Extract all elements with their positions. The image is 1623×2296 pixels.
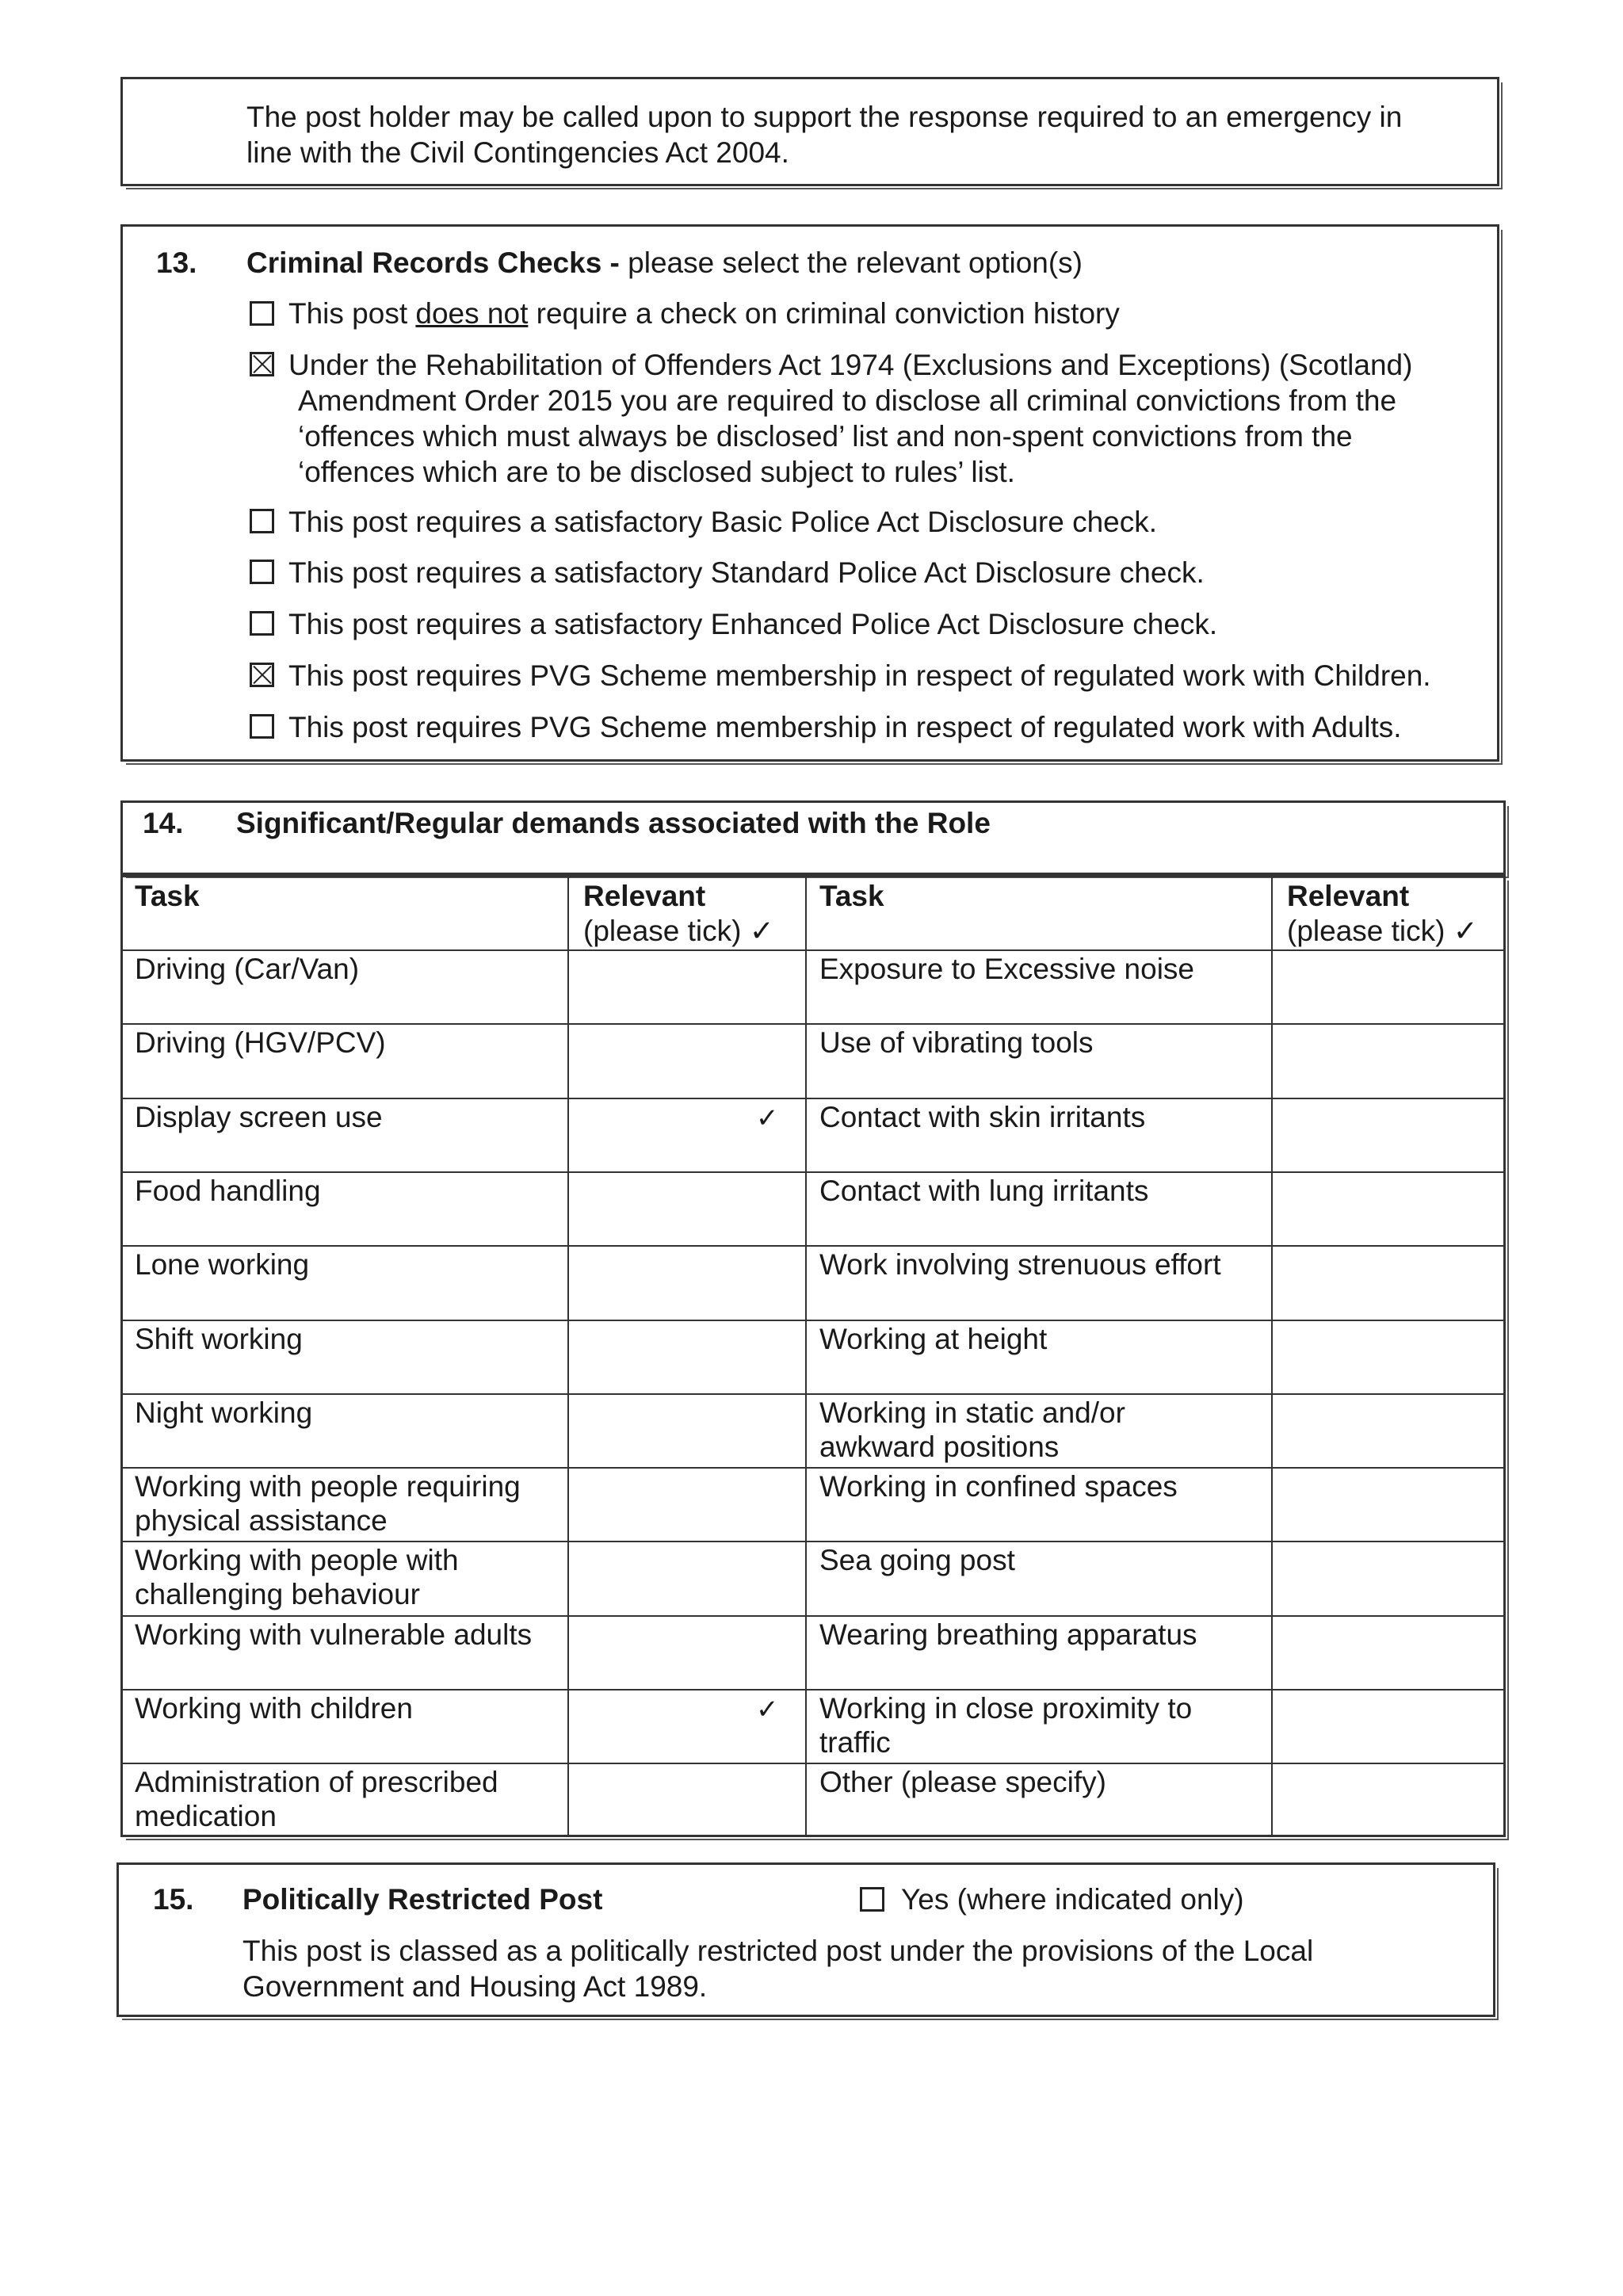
intro-text-line2: line with the Civil Contingencies Act 2004. — [246, 136, 789, 169]
task-label-left: Display screen use — [135, 1100, 383, 1133]
column-subheader-please-tick-right: (please tick) ✓ — [1287, 915, 1478, 947]
relevant-cell-right[interactable] — [1273, 1025, 1504, 1095]
option-1-suffix: require a check on criminal conviction history — [528, 297, 1120, 330]
task-label-right: Working in static and/or — [819, 1396, 1125, 1429]
relevant-cell-left[interactable] — [569, 1469, 804, 1539]
politically-restricted-yes-label: Yes (where indicated only) — [901, 1883, 1244, 1916]
relevant-cell-left[interactable] — [569, 1025, 804, 1095]
column-header-relevant-right: Relevant — [1287, 880, 1410, 912]
table-column-divider — [805, 875, 807, 1837]
criminal-check-option-7: This post requires PVG Scheme membership in respect of regulated work with Adults. — [288, 711, 1402, 743]
task-label-left: Working with people requiring — [135, 1470, 521, 1503]
task-label-right: Working at height — [819, 1322, 1048, 1355]
tick-mark-left: ✓ — [756, 1102, 779, 1133]
criminal-check-option-2-line1: Under the Rehabilitation of Offenders Act 1974 (Exclusions and Exceptions) (Scotland) — [288, 349, 1413, 381]
criminal-check-option-2-line2: Amendment Order 2015 you are required to disclose all criminal convictions from the — [298, 384, 1397, 417]
criminal-check-option-3: This post requires a satisfactory Basic Police Act Disclosure check. — [288, 506, 1158, 538]
task-label-left: Food handling — [135, 1174, 321, 1207]
relevant-cell-left[interactable] — [569, 1321, 804, 1392]
task-label-left: Working with vulnerable adults — [135, 1618, 533, 1651]
task-label-left: physical assistance — [135, 1504, 388, 1538]
section-13-subtitle: please select the relevant option(s) — [628, 246, 1083, 279]
task-label-right: Working in confined spaces — [819, 1470, 1178, 1503]
criminal-check-option-1-checkbox[interactable] — [250, 301, 274, 326]
relevant-cell-left[interactable] — [569, 1764, 804, 1835]
task-label-left: Working with people with — [135, 1544, 459, 1577]
section-15-title: Politically Restricted Post — [242, 1883, 603, 1916]
section-13-number: 13. — [156, 246, 197, 279]
column-header-task-left: Task — [135, 880, 200, 912]
relevant-cell-right[interactable] — [1273, 1764, 1504, 1835]
task-label-right: Working in close proximity to — [819, 1692, 1193, 1725]
task-label-right: Sea going post — [819, 1544, 1015, 1577]
intro-text-line1: The post holder may be called upon to support the response required to an emergency in — [246, 101, 1403, 133]
criminal-check-option-2-line3: ‘offences which must always be disclosed’ list and non-spent convictions from the — [298, 420, 1353, 453]
task-label-right: Exposure to Excessive noise — [819, 953, 1195, 985]
criminal-check-option-2-line4: ‘offences which are to be disclosed subject to rules’ list. — [298, 456, 1015, 488]
criminal-check-option-6: This post requires PVG Scheme membership in respect of regulated work with Children. — [288, 659, 1431, 692]
relevant-cell-left[interactable] — [569, 1395, 804, 1465]
relevant-cell-right[interactable] — [1273, 1321, 1504, 1392]
relevant-cell-left[interactable] — [569, 1617, 804, 1687]
relevant-cell-left[interactable] — [569, 1173, 804, 1244]
task-label-right: Work involving strenuous effort — [819, 1248, 1221, 1282]
task-label-right: Use of vibrating tools — [819, 1026, 1094, 1060]
criminal-check-option-7-checkbox[interactable] — [250, 714, 274, 739]
task-label-right: Other (please specify) — [819, 1766, 1106, 1799]
relevant-cell-right[interactable] — [1273, 1469, 1504, 1539]
task-label-left: Lone working — [135, 1248, 310, 1282]
criminal-check-option-5: This post requires a satisfactory Enhanced Police Act Disclosure check. — [288, 608, 1218, 640]
relevant-cell-left[interactable] — [569, 951, 804, 1022]
relevant-cell-right[interactable] — [1273, 1542, 1504, 1613]
criminal-check-option-2-checkbox[interactable] — [250, 352, 274, 376]
task-label-left: Administration of prescribed — [135, 1766, 498, 1799]
task-label-left: medication — [135, 1800, 277, 1833]
politically-restricted-yes-checkbox[interactable] — [860, 1887, 884, 1912]
column-header-task-right: Task — [819, 880, 884, 912]
criminal-check-option-3-checkbox[interactable] — [250, 509, 274, 533]
option-1-prefix: This post — [288, 297, 416, 330]
section-14-title: Significant/Regular demands associated with the Role — [236, 807, 991, 839]
relevant-cell-left[interactable] — [569, 1542, 804, 1613]
task-label-right: traffic — [819, 1726, 891, 1759]
relevant-cell-right[interactable] — [1273, 1395, 1504, 1465]
criminal-check-option-1 — [288, 296, 1120, 331]
task-label-left: challenging behaviour — [135, 1578, 420, 1611]
task-label-left: Driving (Car/Van) — [135, 953, 360, 985]
option-1-underlined: does not — [415, 297, 529, 330]
section-13-title: Criminal Records Checks - — [246, 246, 620, 279]
criminal-check-option-4-checkbox[interactable] — [250, 560, 274, 584]
section-15-number: 15. — [153, 1883, 194, 1916]
relevant-cell-left[interactable] — [569, 1247, 804, 1317]
section-13-heading — [246, 245, 1083, 281]
tick-mark-left: ✓ — [756, 1694, 779, 1725]
task-label-right: awkward positions — [819, 1430, 1060, 1463]
relevant-cell-right[interactable] — [1273, 1617, 1504, 1687]
section-14-number: 14. — [143, 807, 184, 839]
task-label-right: Contact with skin irritants — [819, 1100, 1146, 1133]
section-15-text-line1: This post is classed as a politically restricted post under the provisions of the Local — [242, 1935, 1314, 1967]
column-subheader-please-tick-left: (please tick) ✓ — [583, 915, 774, 947]
task-label-left: Shift working — [135, 1322, 303, 1355]
relevant-cell-right[interactable] — [1273, 1690, 1504, 1761]
relevant-cell-right[interactable] — [1273, 1099, 1504, 1170]
criminal-check-option-6-checkbox[interactable] — [250, 663, 274, 687]
relevant-cell-right[interactable] — [1273, 1173, 1504, 1244]
task-label-left: Driving (HGV/PCV) — [135, 1026, 386, 1060]
section-15-text-line2: Government and Housing Act 1989. — [242, 1970, 708, 2003]
criminal-check-option-5-checkbox[interactable] — [250, 611, 274, 636]
task-label-right: Contact with lung irritants — [819, 1174, 1149, 1207]
task-label-left: Night working — [135, 1396, 313, 1429]
task-label-left: Working with children — [135, 1692, 413, 1725]
column-header-relevant-left: Relevant — [583, 880, 706, 912]
criminal-check-option-4: This post requires a satisfactory Standard Police Act Disclosure check. — [288, 556, 1205, 589]
relevant-cell-right[interactable] — [1273, 1247, 1504, 1317]
relevant-cell-right[interactable] — [1273, 951, 1504, 1022]
task-label-right: Wearing breathing apparatus — [819, 1618, 1197, 1651]
